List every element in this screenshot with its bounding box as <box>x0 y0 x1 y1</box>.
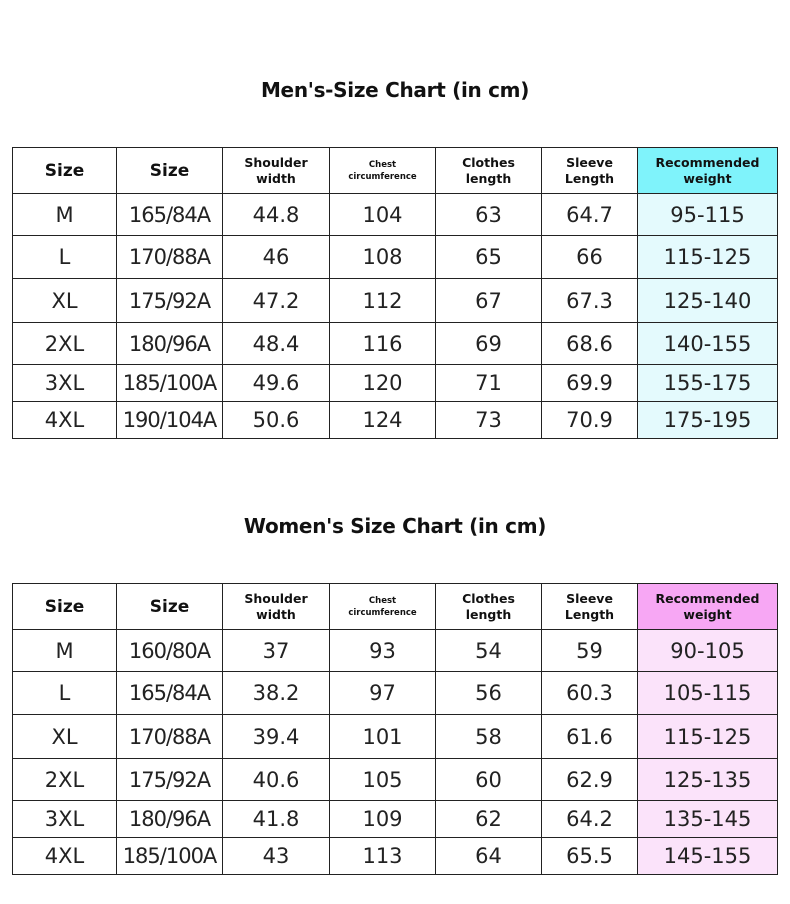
size-letter-cell: M <box>13 630 117 672</box>
clothes-length-header: Clothes length <box>436 148 542 194</box>
sleeve-length-cell: 70.9 <box>542 402 638 439</box>
size-letter-cell: 3XL <box>13 801 117 838</box>
size-code-cell: 180/96A <box>117 323 223 365</box>
clothes-length-cell: 71 <box>436 365 542 402</box>
weight-cell: 155-175 <box>638 365 778 402</box>
mens-chart-title: Men's-Size Chart (in cm) <box>260 78 530 102</box>
clothes-length-cell: 73 <box>436 402 542 439</box>
size-code-cell: 180/96A <box>117 801 223 838</box>
sleeve-length-cell: 62.9 <box>542 759 638 801</box>
shoulder-width-cell: 38.2 <box>223 672 330 715</box>
table-row <box>13 279 778 323</box>
table-row <box>13 236 778 279</box>
clothes-length-cell: 69 <box>436 323 542 365</box>
size-code-header: Size <box>117 584 223 630</box>
shoulder-width-cell: 50.6 <box>223 402 330 439</box>
table-row <box>13 672 778 715</box>
table-row <box>13 630 778 672</box>
size-letter-cell: 4XL <box>13 838 117 875</box>
size-letter-cell: 2XL <box>13 323 117 365</box>
size-letter-cell: 3XL <box>13 365 117 402</box>
chest-cell: 104 <box>330 194 436 236</box>
sleeve-length-cell: 60.3 <box>542 672 638 715</box>
size-letter-header: Size <box>13 584 117 630</box>
size-code-cell: 165/84A <box>117 672 223 715</box>
header-row <box>13 584 778 630</box>
chest-circumference-header: Chest circumference <box>330 584 436 630</box>
size-letter-cell: L <box>13 672 117 715</box>
size-letter-header: Size <box>13 148 117 194</box>
womens-chart-title: Women's Size Chart (in cm) <box>243 514 547 538</box>
womens-size-table <box>12 583 778 875</box>
chest-cell: 105 <box>330 759 436 801</box>
chest-cell: 116 <box>330 323 436 365</box>
clothes-length-cell: 63 <box>436 194 542 236</box>
clothes-length-header: Clothes length <box>436 584 542 630</box>
shoulder-width-cell: 47.2 <box>223 279 330 323</box>
shoulder-width-cell: 37 <box>223 630 330 672</box>
recommended-weight-header: Recommended weight <box>638 148 778 194</box>
size-code-cell: 170/88A <box>117 236 223 279</box>
size-letter-cell: M <box>13 194 117 236</box>
chest-cell: 124 <box>330 402 436 439</box>
clothes-length-cell: 62 <box>436 801 542 838</box>
shoulder-width-cell: 48.4 <box>223 323 330 365</box>
size-code-header: Size <box>117 148 223 194</box>
shoulder-width-cell: 41.8 <box>223 801 330 838</box>
chest-cell: 109 <box>330 801 436 838</box>
sleeve-length-cell: 66 <box>542 236 638 279</box>
table-row <box>13 759 778 801</box>
size-code-cell: 190/104A <box>117 402 223 439</box>
sleeve-length-cell: 61.6 <box>542 715 638 759</box>
recommended-weight-header: Recommended weight <box>638 584 778 630</box>
shoulder-width-cell: 43 <box>223 838 330 875</box>
weight-cell: 115-125 <box>638 715 778 759</box>
table-row <box>13 323 778 365</box>
chest-cell: 120 <box>330 365 436 402</box>
size-code-cell: 170/88A <box>117 715 223 759</box>
size-code-cell: 175/92A <box>117 759 223 801</box>
chest-cell: 101 <box>330 715 436 759</box>
size-letter-cell: 4XL <box>13 402 117 439</box>
weight-cell: 135-145 <box>638 801 778 838</box>
table-row <box>13 801 778 838</box>
sleeve-length-cell: 64.7 <box>542 194 638 236</box>
size-letter-cell: XL <box>13 279 117 323</box>
weight-cell: 105-115 <box>638 672 778 715</box>
weight-cell: 115-125 <box>638 236 778 279</box>
size-letter-cell: L <box>13 236 117 279</box>
chest-cell: 113 <box>330 838 436 875</box>
sleeve-length-cell: 68.6 <box>542 323 638 365</box>
chest-cell: 93 <box>330 630 436 672</box>
table-row <box>13 194 778 236</box>
mens-size-table <box>12 147 778 439</box>
sleeve-length-cell: 67.3 <box>542 279 638 323</box>
size-code-cell: 185/100A <box>117 365 223 402</box>
size-code-cell: 175/92A <box>117 279 223 323</box>
weight-cell: 125-140 <box>638 279 778 323</box>
sleeve-length-cell: 64.2 <box>542 801 638 838</box>
shoulder-width-cell: 46 <box>223 236 330 279</box>
table-row <box>13 365 778 402</box>
weight-cell: 175-195 <box>638 402 778 439</box>
clothes-length-cell: 60 <box>436 759 542 801</box>
sleeve-length-header: Sleeve Length <box>542 148 638 194</box>
chest-cell: 112 <box>330 279 436 323</box>
shoulder-width-header: Shoulder width <box>223 584 330 630</box>
chest-cell: 108 <box>330 236 436 279</box>
size-letter-cell: XL <box>13 715 117 759</box>
weight-cell: 125-135 <box>638 759 778 801</box>
sleeve-length-cell: 59 <box>542 630 638 672</box>
clothes-length-cell: 58 <box>436 715 542 759</box>
shoulder-width-cell: 39.4 <box>223 715 330 759</box>
clothes-length-cell: 64 <box>436 838 542 875</box>
table-row <box>13 715 778 759</box>
size-code-cell: 160/80A <box>117 630 223 672</box>
shoulder-width-cell: 44.8 <box>223 194 330 236</box>
header-row <box>13 148 778 194</box>
table-row <box>13 402 778 439</box>
weight-cell: 145-155 <box>638 838 778 875</box>
clothes-length-cell: 56 <box>436 672 542 715</box>
clothes-length-cell: 54 <box>436 630 542 672</box>
sleeve-length-header: Sleeve Length <box>542 584 638 630</box>
chest-cell: 97 <box>330 672 436 715</box>
shoulder-width-header: Shoulder width <box>223 148 330 194</box>
clothes-length-cell: 67 <box>436 279 542 323</box>
sleeve-length-cell: 69.9 <box>542 365 638 402</box>
size-code-cell: 185/100A <box>117 838 223 875</box>
weight-cell: 95-115 <box>638 194 778 236</box>
shoulder-width-cell: 40.6 <box>223 759 330 801</box>
sleeve-length-cell: 65.5 <box>542 838 638 875</box>
chest-circumference-header: Chest circumference <box>330 148 436 194</box>
clothes-length-cell: 65 <box>436 236 542 279</box>
weight-cell: 90-105 <box>638 630 778 672</box>
size-letter-cell: 2XL <box>13 759 117 801</box>
table-row <box>13 838 778 875</box>
size-code-cell: 165/84A <box>117 194 223 236</box>
weight-cell: 140-155 <box>638 323 778 365</box>
shoulder-width-cell: 49.6 <box>223 365 330 402</box>
